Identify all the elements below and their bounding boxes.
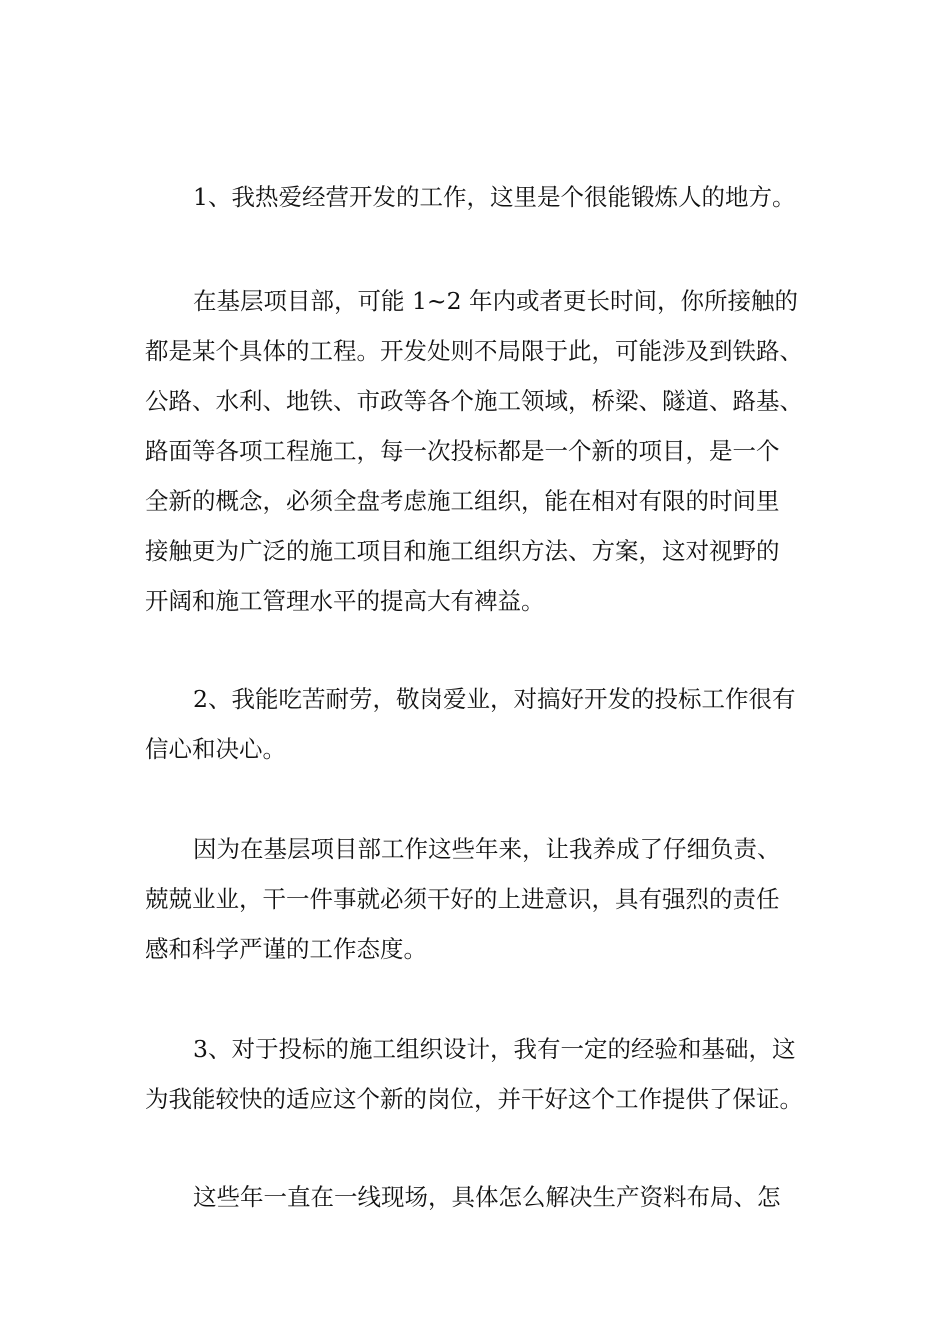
- paragraph-line: 信心和决心。: [145, 735, 286, 763]
- paragraph-line: 接触更为广泛的施工项目和施工组织方法、方案，这对视野的: [145, 537, 780, 565]
- paragraph-line: 3、对于投标的施工组织设计，我有一定的经验和基础，这: [193, 1035, 796, 1063]
- paragraph-6: [145, 1172, 835, 1222]
- paragraph-line: 为我能较快的适应这个新的岗位，并干好这个工作提供了保证。: [145, 1085, 803, 1113]
- paragraph-line: 路面等各项工程施工，每一次投标都是一个新的项目，是一个: [145, 437, 780, 465]
- paragraph-line: 感和科学严谨的工作态度。: [145, 935, 427, 963]
- paragraph-line: 2、我能吃苦耐劳，敬岗爱业，对搞好开发的投标工作很有: [193, 685, 796, 713]
- paragraph-line: 全新的概念，必须全盘考虑施工组织，能在相对有限的时间里: [145, 487, 780, 515]
- paragraph-line: 因为在基层项目部工作这些年来，让我养成了仔细负责、: [193, 835, 781, 863]
- paragraph-line: 公路、水利、地铁、市政等各个施工领域，桥梁、隧道、路基、: [145, 387, 803, 415]
- paragraph-line: 开阔和施工管理水平的提高大有裨益。: [145, 587, 545, 615]
- paragraph-line: 都是某个具体的工程。开发处则不局限于此，可能涉及到铁路、: [145, 337, 803, 365]
- paragraph-line: 这些年一直在一线现场，具体怎么解决生产资料布局、怎: [193, 1183, 781, 1211]
- paragraph-line: 在基层项目部，可能 1~2 年内或者更长时间，你所接触的: [193, 287, 799, 315]
- paragraph-3: [145, 674, 835, 774]
- paragraph-line: 兢兢业业，干一件事就必须干好的上进意识，具有强烈的责任: [145, 885, 780, 913]
- paragraph-line: 1、我热爱经营开发的工作，这里是个很能锻炼人的地方。: [193, 183, 796, 211]
- paragraph-1: [145, 172, 835, 222]
- paragraph-5: [145, 1024, 835, 1124]
- paragraph-4: [145, 824, 835, 974]
- paragraph-2: [145, 276, 835, 626]
